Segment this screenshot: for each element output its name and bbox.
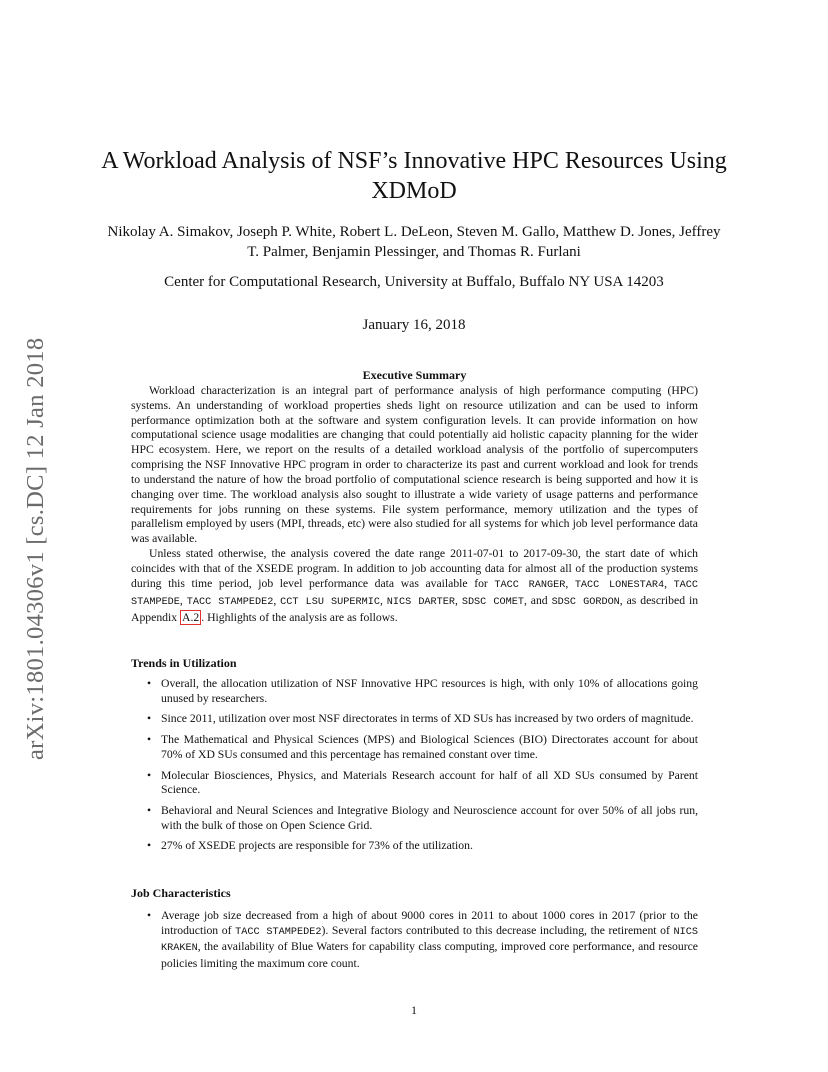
- system-name: SDSC GORDON: [551, 596, 620, 608]
- list-item: • Behavioral and Neural Sciences and Integrative Biology and Neuroscience account for over 50% of all jobs run, with the bulk of those on Open Science Grid.: [147, 803, 698, 832]
- system-name: CCT LSU SUPERMIC: [280, 596, 380, 608]
- trends-heading: Trends in Utilization: [131, 656, 237, 670]
- summary-paragraph-2: Unless stated otherwise, the analysis covered the date range 2011-07-01 to 2017-09-30, the start date of which coincides with that of the XSEDE program. In addition to job accounting data for almost all of the production systems during this time period, job level performance data was available for TACC RANGER, TACC LONESTAR4, TACC STAMPEDE, TACC STAMPEDE2, CCT LSU SUPERMIC, NICS DARTER, SDSC COMET, and SDSC GORDON, as described in Appendix A.2 . Highlights of the analysis are as follows.: [131, 547, 699, 624]
- executive-summary: [131, 368, 698, 625]
- list-item: • Average job size decreased from a high of about 9000 cores in 2011 to about 1000 cores in 2017 (prior to the introduction of TACC STAMPEDE2). Several factors contributed to this decrease including, the retirement of NICS KRAKEN, the availability of Blue Waters for capability class computing, improved core performance, and resource policies limiting the maximum core count.: [147, 909, 699, 970]
- job-characteristics-heading: Job Characteristics: [131, 886, 231, 900]
- system-name: TACC RANGER: [494, 579, 566, 591]
- list-item: • 27% of XSEDE projects are responsible for 73% of the utilization.: [147, 839, 473, 853]
- appendix-link[interactable]: A.2: [182, 610, 200, 624]
- system-name: TACC STAMPEDE2: [235, 926, 322, 938]
- list-item: • Molecular Biosciences, Physics, and Materials Research account for half of all XD SUs consumed by Parent Science.: [147, 768, 698, 797]
- job-characteristics-list: [131, 909, 698, 978]
- author-list: Nikolay A. Simakov, Joseph P. White, Robert L. DeLeon, Steven M. Gallo, Matthew D. Jones, Jeffrey T. Palmer, Benjamin Plessinger, and Thomas R. Furlani: [107, 224, 721, 260]
- trends-list: [131, 677, 698, 860]
- publication-date: January 16, 2018: [362, 317, 466, 333]
- executive-summary-heading: Executive Summary: [362, 368, 467, 382]
- affiliation: Center for Computational Research, University at Buffalo, Buffalo NY USA 14203: [164, 274, 664, 290]
- system-name: SDSC COMET: [461, 596, 524, 608]
- system-name: TACC STAMPEDE: [131, 579, 699, 608]
- arxiv-identifier-stamp: arXiv:1801.04306v1 [cs.DC] 12 Jan 2018: [22, 337, 49, 760]
- page-number: 1: [411, 1003, 417, 1017]
- summary-paragraph-1: Workload characterization is an integral part of performance analysis of high performance computing (HPC) systems. An understanding of workload properties sheds light on resource utilization and can be used to inform performance optimization both at the software and system configuration levels. It can provide information on how computational science usage modalities are changing that could potentially aid holistic capacity planning for the wider HPC ecosystem. Here, we report on the results of a detailed workload analysis of the portfolio of supercomputers comprising the NSF Innovative HPC program in order to characterize its past and current workload and look for trends to understand the nature of how the broad portfolio of computational science research is being supported and how it is changing over time. The workload analysis also sought to illustrate a wide variety of usage patterns and performance requirements for jobs running on these systems. File system performance, memory utilization and the types of parallelism employed by users (MPI, threads, etc) were also studied for all systems for which job level performance data was available.: [131, 383, 698, 546]
- system-name: NICS KRAKEN: [161, 926, 699, 955]
- system-name: TACC STAMPEDE2: [186, 596, 274, 608]
- list-item: • Since 2011, utilization over most NSF directorates in terms of XD SUs has increased by two orders of magnitude.: [147, 712, 694, 726]
- system-name: NICS DARTER: [386, 596, 455, 608]
- list-item: • Overall, the allocation utilization of NSF Innovative HPC resources is high, with only 10% of allocations going unused by researchers.: [147, 677, 698, 705]
- paper-title: A Workload Analysis of NSF’s Innovative HPC Resources Using XDMoD: [101, 148, 727, 204]
- list-item: • The Mathematical and Physical Sciences (MPS) and Biological Sciences (BIO) Directorates account for about 70% of XD SUs consumed and this percentage has remained constant over time.: [147, 733, 698, 761]
- system-name: TACC LONESTAR4: [574, 579, 665, 591]
